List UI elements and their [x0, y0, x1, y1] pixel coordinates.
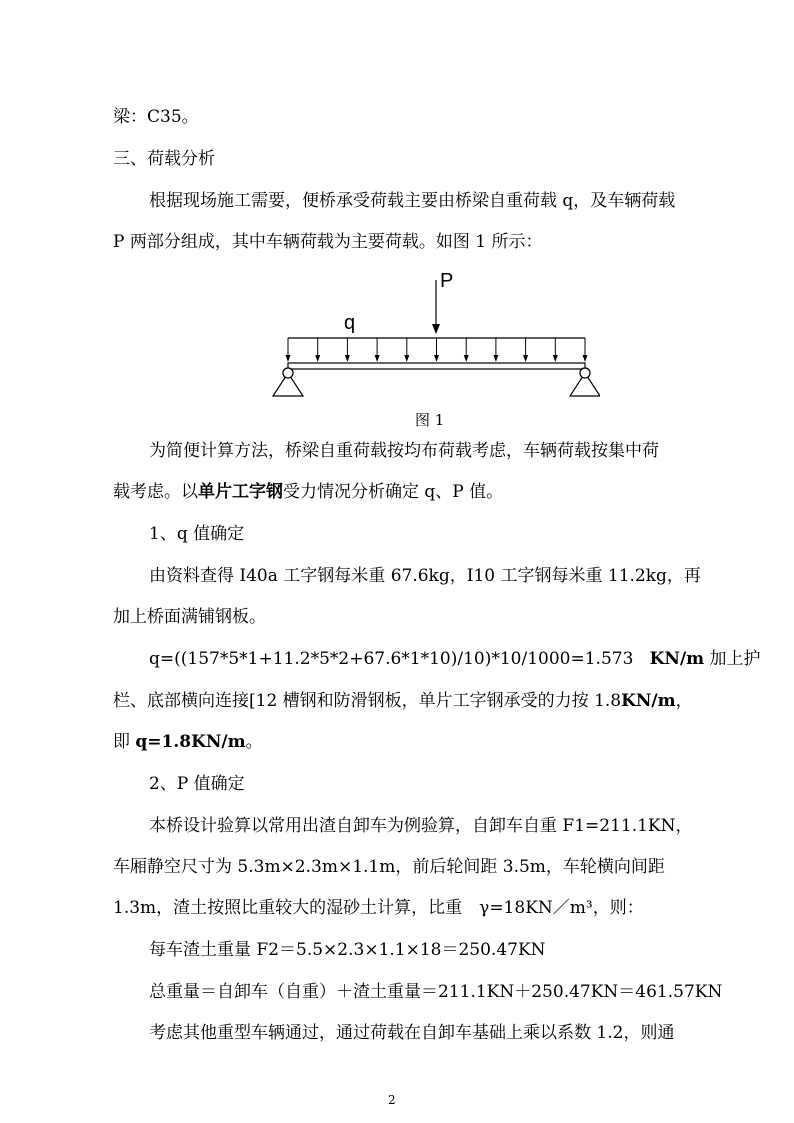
- distributed-load-arrowhead: [553, 355, 558, 362]
- text-line: 载考虑。以单片工字钢受力情况分析确定 q、P 值。: [113, 482, 504, 502]
- text-line: 车厢静空尺寸为 5.3m×2.3m×1.1m，前后轮间距 3.5m，车轮横向间距: [113, 857, 665, 877]
- distributed-load-arrowhead: [523, 355, 528, 362]
- right-support: [570, 368, 600, 396]
- distributed-load-arrowhead: [375, 355, 380, 362]
- figure-caption: 图 1: [415, 411, 445, 429]
- distributed-load-arrowhead: [464, 355, 469, 362]
- formula-line: 总重量＝自卸车（自重）＋渣土重量＝211.1KN＋250.47KN＝461.57KN: [149, 982, 723, 1002]
- distributed-load-arrows: [286, 338, 588, 362]
- formula-line: 每车渣土重量 F2＝5.5×2.3×1.1×18＝250.47KN: [149, 940, 546, 960]
- label-q: q: [344, 312, 356, 334]
- distributed-load-arrowhead: [583, 355, 588, 362]
- text-line: 梁：C35。: [113, 107, 199, 127]
- text-line: P 两部分组成，其中车辆荷载为主要荷载。如图 1 所示：: [113, 232, 543, 252]
- subsection-heading: 2、P 值确定: [149, 774, 245, 794]
- distributed-load-arrowhead: [315, 355, 320, 362]
- text-line: 根据现场施工需要，便桥承受荷载主要由桥梁自重荷载 q，及车辆荷载: [149, 191, 676, 211]
- distributed-load-arrowhead: [434, 355, 439, 362]
- text-line: 1.3m，渣土按照比重较大的湿砂土计算，比重 γ=18KN／m³，则：: [113, 898, 644, 918]
- left-support: [273, 368, 303, 396]
- text-line: 加上桥面满铺钢板。: [113, 607, 266, 627]
- text-line: 为简便计算方法，桥梁自重荷载按均布荷载考虑，车辆荷载按集中荷: [149, 441, 659, 461]
- text-line: 栏、底部横向连接[12 槽钢和防滑钢板，单片工字钢承受的力按 1.8KN/m，: [113, 691, 693, 711]
- text-line: 即 q=1.8KN/m。: [113, 732, 263, 752]
- formula-line: q=((157*5*1+11.2*5*2+67.6*1*10)/10)*10/1000=1.573 KN/m 加上护: [149, 649, 761, 669]
- distributed-load-arrowhead: [493, 355, 498, 362]
- beam: [288, 363, 585, 369]
- distributed-load-arrowhead: [345, 355, 350, 362]
- distributed-load-arrowhead: [286, 355, 291, 362]
- distributed-load-arrowhead: [404, 355, 409, 362]
- text-line: 考虑其他重型车辆通过，通过荷载在自卸车基础上乘以系数 1.2，则通: [149, 1023, 675, 1043]
- point-load-arrowhead: [432, 324, 440, 334]
- beam-load-diagram: [260, 262, 600, 410]
- section-heading: 三、荷载分析: [113, 149, 215, 169]
- text-line: 本桥设计验算以常用出渣自卸车为例验算，自卸车自重 F1=211.1KN，: [149, 816, 693, 836]
- label-p: P: [440, 270, 454, 292]
- subsection-heading: 1、q 值确定: [149, 524, 245, 544]
- text-line: 由资料查得 I40a 工字钢每米重 67.6kg，I10 工字钢每米重 11.2kg，再: [149, 566, 701, 586]
- page-number: 2: [388, 1093, 396, 1107]
